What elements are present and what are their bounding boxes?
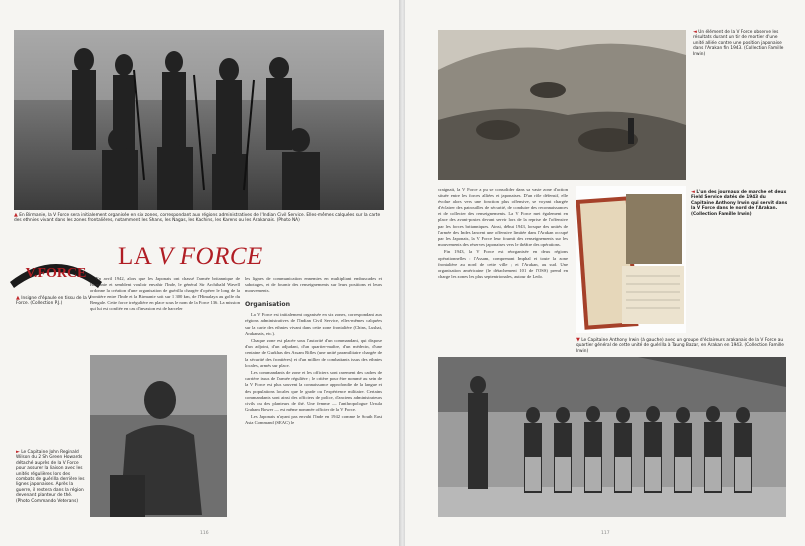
article-title: LA V FORCE — [118, 243, 263, 270]
mortier-caption: ◄ Un élément de la V Force observe les résultats durant un tir de mortier d'une unité alliée contre une position japonaise dans l'Arakan fin 1943. (Collection Famille Irwin) — [693, 29, 784, 57]
col2-intro: les lignes de communication ennemies en multipliant embuscades et sabotages, et de fournir des renseignements sur leurs positions et leurs mouvements. — [245, 276, 382, 294]
journals-caption: ◄ L'un des journaux de marche et deux Field Service datés de 1943 du Capitaine Anthony Irwin qui servit dans la V Force dans le nord de l'Arakan. (Collection Famille Irwin) — [691, 189, 788, 217]
body-paragraph: craignait, la V Force a pu se consolider dans sa vaste zone d'action située entre les forces alliées et japonaises. D'un rôle défensif, elle évolue alors vers une fonction plus offensive, se voyant chargée d'éclairer des patrouilles de sécurité, de conduire des reconnaissances et de collecter des renseignements. La V Force met également en place des avant-postes devant servir lors de la reprise de l'offensive par les forces britanniques. Ainsi, début 1943, lorsque des unités de l'armée des Indes lancent une offensive limitée dans l'Arakan occupé par les Japonais, la V Force leur fournit des renseignements sur les mouvements des réserves japonaises vers le théâtre des opérations. — [438, 187, 568, 247]
caption-marker-icon: ▲ — [16, 295, 20, 301]
badge-text: V.FORCE — [25, 266, 87, 281]
body-paragraph: Fin 1943, la V Force est réorganisée en deux régions opérationnelles : l'Assam, comprenant Imphal et toute la zone frontalière au nord de cette ville ; et l'Arakan, au sud. Une organisation américaine (le détachement 101 de l'OSS) prend en charge les zones les plus septentrionales, autour de Ledo. — [438, 249, 568, 279]
page-number: 116 — [200, 531, 209, 536]
field-journals-photo — [576, 186, 686, 333]
badge-caption: ▲ Insigne d'épaule en tissu de la V Force. (Collection P.J.) — [16, 295, 92, 307]
caption-marker-icon: ▼ — [576, 337, 580, 343]
caption-marker-icon: ◄ — [691, 189, 695, 195]
body-paragraph: La V Force est initialement organisée en six zones, correspondant aux régions administratives de l'Indian Civil Service, elles-mêmes calquées sur la carte des ethnies vivant dans cette zone frontalière (Chins, Lushai, Arakanais, etc.). — [245, 312, 382, 336]
portrait-caption: ► Le Capitaine John Reginald Wilson du 2 Sh Green Howards détaché auprès de la V Force pour assurer la liaison avec les unités régulières lors des combats de guérilla derrière les lignes japonaises. Après la guerre, il restera dans la région devenant planteur de thé. (Photo Commando Veterans) — [16, 449, 85, 504]
page-number: 117 — [601, 531, 610, 536]
mortier-observation-photo — [438, 30, 686, 180]
caption-marker-icon: ► — [16, 449, 20, 455]
arakan-scouts-group-photo — [438, 357, 786, 517]
guerrilla-group-photo — [14, 30, 384, 210]
left-page — [0, 0, 400, 546]
intro-paragraph: En avril 1942, alors que les Japonais ont chassé l'armée britannique de Birmanie et semblent vouloir envahir l'Inde, le général Sir Archibald Wavell ordonne la création d'une organisation de guérilla chargée d'opérer le long de la frontière entre l'Inde et la Birmanie soit sur 1 300 km, de l'Himalaya au golfe du Bengale. Cette force irrégulière en place sous le nom de la Force 136. La mission qui lui est confiée en cas d'invasion est de harceler — [90, 276, 240, 312]
right-column-1 — [438, 187, 568, 281]
body-paragraph: Les Japonais n'ayant pas envahi l'Inde en 1942 comme le South East Asia Command (SEAC) le — [245, 414, 382, 426]
organisation-subhead: Organisation — [245, 301, 291, 309]
left-column-2 — [245, 276, 382, 428]
caption-marker-icon: ◄ — [693, 29, 697, 35]
body-paragraph: Chaque zone est placée sous l'autorité d'un commandant, qui dispose d'un adjoint, d'un adjudant, d'un quartier-maître, d'un médecin, d'une centaine de Gurkhas des Assam Rifles (une unité paramilitaire chargée de la sécurité des frontières) et d'un millier de combattants issus des ethnies locales, armés sur place. — [245, 338, 382, 368]
caption-marker-icon: ▲ — [14, 212, 18, 218]
body-paragraph: Les commandants de zone et les officiers sont rarement des cadres de carrière issus de l'armée régulière ; le critère pour être nommé au sein de la V Force est plus souvent la connaissance approfondie de la langue et des populations locales que le grade ou l'expérience militaire. Certains commandants sont ainsi des officiers de police, d'anciens administrateurs civils ou des planteurs de thé. Une femme — l'anthropologue Ursula Graham Bower — est même nommée officier de la V Force. — [245, 370, 382, 412]
group-scouts-caption: ▼ Le Capitaine Anthony Irwin (à gauche) avec un groupe d'éclaireurs arakanais de la V Force au quartier général de cette unité de guérilla à Taung Bazar, en Arakan en 1943. (Collection Famille Irwin) — [576, 337, 784, 354]
right-page — [405, 0, 805, 546]
group-photo-caption: ▲ En Birmanie, la V Force sera initialement organisée en six zones, correspondant aux régions administratives de l'Indian Civil Service. Elles-mêmes calquées sur la carte des ethnies vivant dans les zones frontalières, notamment les Shans, les Nagas, les Kachins, les Karens ou les Arakanais. (Photo NA) — [14, 212, 381, 224]
left-column-1 — [90, 276, 240, 314]
captain-wilson-portrait — [90, 355, 227, 517]
